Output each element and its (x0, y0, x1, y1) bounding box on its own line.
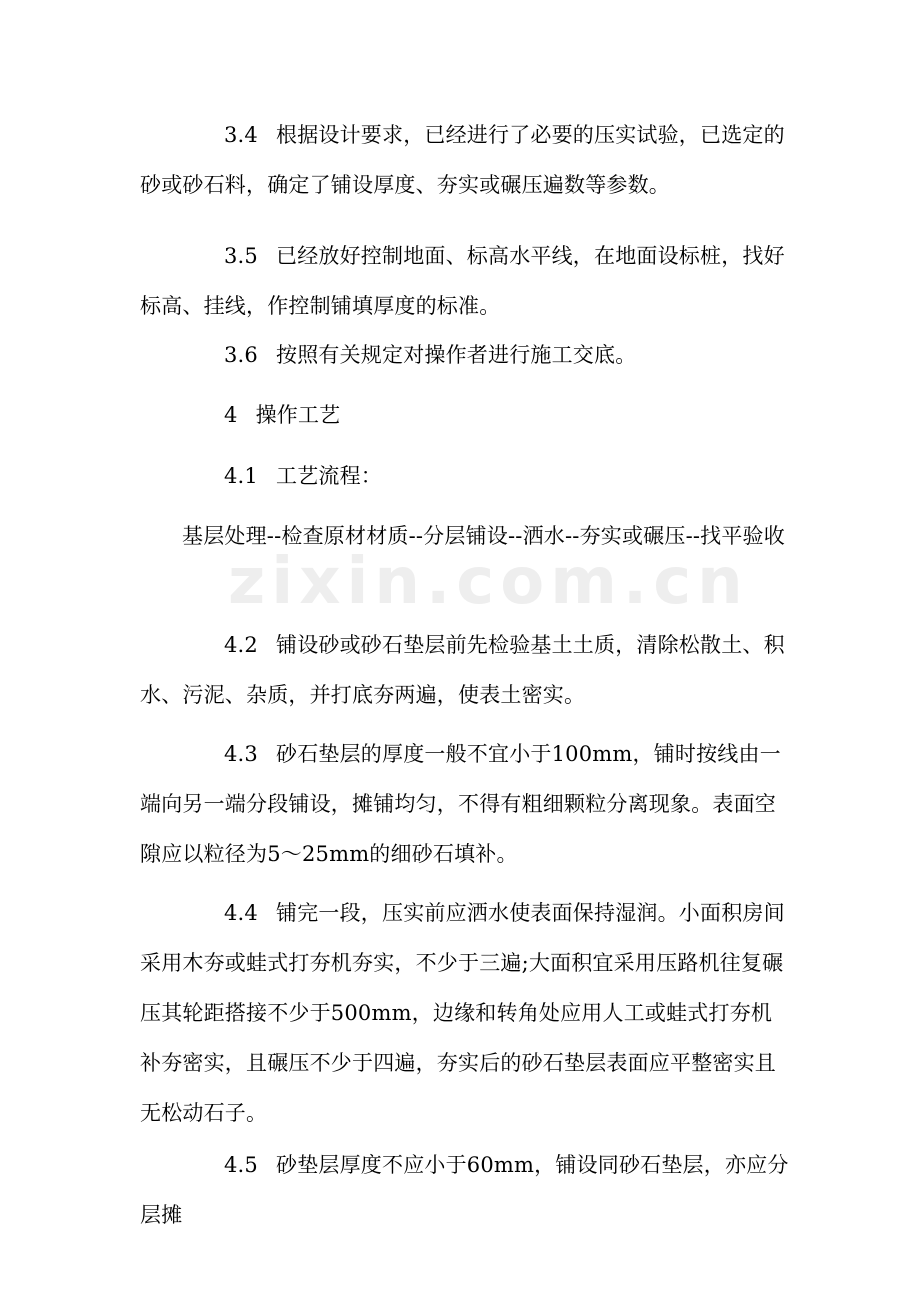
paragraph-text: 基层处理--检查原材材质--分层铺设--洒水--夯实或碾压--找平验收 (182, 524, 785, 548)
paragraph-text: 按照有关规定对操作者进行施工交底。 (276, 343, 637, 367)
paragraph-4-3 (140, 729, 790, 879)
process-flow-paragraph (140, 511, 790, 561)
paragraph-text: 已经放好控制地面、标高水平线，在地面设标桩，找好标高、挂线，作控制铺填厚度的标准。 (140, 244, 785, 318)
paragraph-text: 砂石垫层的厚度一般不宜小于100mm，铺时按线由一端向另一端分段铺设，摊铺均匀，不得有粗细颗粒分离现象。表面空隙应以粒径为5～25mm的细砂石填补。 (140, 742, 781, 866)
section-title: 操作工艺 (255, 403, 341, 427)
paragraph-4-2 (140, 620, 790, 720)
section-number: 4.2 (224, 633, 258, 657)
paragraph-4-4 (140, 888, 790, 1138)
paragraph-text: 铺设砂或砂石垫层前先检验基土土质，清除松散土、积水、污泥、杂质，并打底夯两遍，使表土密实。 (140, 633, 785, 707)
section-number: 3.4 (224, 123, 258, 147)
paragraph-text: 工艺流程： (276, 464, 382, 488)
section-number: 4.3 (224, 742, 258, 766)
section-number: 4 (224, 403, 238, 427)
paragraph-3-5 (140, 231, 790, 331)
section-number: 4.5 (224, 1153, 258, 1177)
paragraph-3-6 (140, 330, 790, 380)
paragraph-4-1 (140, 451, 790, 501)
section-heading-4 (140, 390, 790, 440)
section-number: 4.1 (224, 464, 258, 488)
paragraph-text: 铺完一段，压实前应洒水使表面保持湿润。小面积房间采用木夯或蛙式打夯机夯实，不少于三遍;大面积宜采用压路机往复碾压其轮距搭接不少于500mm，边缘和转角处应用人工或蛙式打夯机补夯密实，且碾压不少于四遍，夯实后的砂石垫层表面应平整密实且无松动石子。 (140, 901, 785, 1125)
paragraph-4-5 (140, 1140, 790, 1240)
paragraph-text: 根据设计要求，已经进行了必要的压实试验，已选定的砂或砂石料，确定了铺设厚度、夯实或碾压遍数等参数。 (140, 123, 785, 197)
watermark: zixin.com.cn (228, 545, 749, 619)
paragraph-text: 砂垫层厚度不应小于60mm，铺设同砂石垫层，亦应分层摊 (140, 1153, 789, 1227)
section-number: 4.4 (224, 901, 258, 925)
section-number: 3.5 (224, 244, 258, 268)
section-number: 3.6 (224, 343, 258, 367)
paragraph-3-4 (140, 110, 790, 210)
